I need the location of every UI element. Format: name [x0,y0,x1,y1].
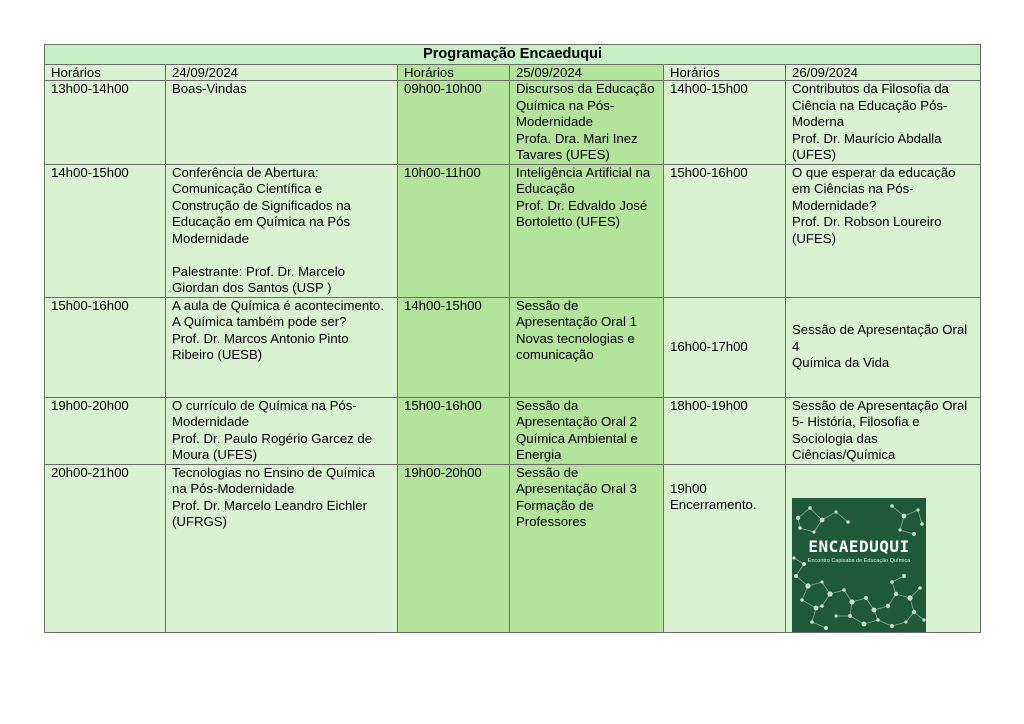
event-cell: Sessão de Apresentação Oral 5- História, Filosofia e Sociologia das Ciências/Química [786,397,981,464]
header-time-day1: Horários [45,65,166,81]
header-date-day3: 26/09/2024 [786,65,981,81]
time-cell: 18h00-19h00 [664,397,786,464]
event-cell: Discursos da Educação Química na Pós-Modernidade Profa. Dra. Mari Inez Tavares (UFES) [510,81,664,165]
table-row [45,397,981,464]
schedule-table [44,44,981,633]
time-cell: 19h00-20h00 [45,397,166,464]
logo-cell [786,464,981,632]
time-cell: 16h00-17h00 [664,297,786,397]
table-row [45,81,981,165]
event-cell: O currículo de Química na Pós-Modernidade Prof. Dr. Paulo Rogério Garcez de Moura (UFES) [166,397,398,464]
table-row [45,164,981,297]
time-cell: 14h00-15h00 [398,297,510,397]
event-cell: Contributos da Filosofia da Ciência na Educação Pós-Moderna Prof. Dr. Maurício Abdalla (UFES) [786,81,981,165]
header-time-day3: Horários [664,65,786,81]
time-cell: 15h00-16h00 [45,297,166,397]
event-cell: Conferência de Abertura: Comunicação Científica e Construção de Significados na Educação em Química na Pós Modernidade Palestrante: Prof. Dr. Marcelo Giordan dos Santos (USP ) [166,164,398,297]
table-row [45,464,981,632]
event-cell: Sessão de Apresentação Oral 1 Novas tecnologias e comunicação [510,297,664,397]
logo-subtitle: Encontro Capixaba de Educação Química [807,557,911,564]
header-date-day1: 24/09/2024 [166,65,398,81]
event-cell: Sessão da Apresentação Oral 2 Química Ambiental e Energia [510,397,664,464]
event-cell: Sessão de Apresentação Oral 3 Formação de Professores [510,464,664,632]
encaeduqui-logo [792,498,926,632]
header-date-day2: 25/09/2024 [510,65,664,81]
event-cell: Boas-Vindas [166,81,398,165]
event-cell: Tecnologias no Ensino de Química na Pós-Modernidade Prof. Dr. Marcelo Leandro Eichler (UFRGS) [166,464,398,632]
event-cell: Sessão de Apresentação Oral 4 Química da Vida [786,297,981,397]
time-cell: 13h00-14h00 [45,81,166,165]
table-title: Programação Encaeduqui [45,45,981,65]
time-cell: 15h00-16h00 [398,397,510,464]
event-cell: A aula de Química é acontecimento. A Química também pode ser? Prof. Dr. Marcos Antonio Pinto Ribeiro (UESB) [166,297,398,397]
logo-title: ENCAEDUQUI [808,536,910,556]
time-cell: 20h00-21h00 [45,464,166,632]
header-row [45,65,981,81]
time-cell: 15h00-16h00 [664,164,786,297]
time-cell: 09h00-10h00 [398,81,510,165]
time-cell: 19h00-20h00 [398,464,510,632]
molecule-network-icon [792,498,926,632]
time-cell: 10h00-11h00 [398,164,510,297]
time-cell: 19h00 Encerramento. [664,464,786,632]
event-cell: Inteligência Artificial na Educação Prof. Dr. Edvaldo José Bortoletto (UFES) [510,164,664,297]
time-cell: 14h00-15h00 [45,164,166,297]
header-time-day2: Horários [398,65,510,81]
title-row [45,45,981,65]
event-cell: O que esperar da educação em Ciências na Pós-Modernidade? Prof. Dr. Robson Loureiro (UFES) [786,164,981,297]
time-cell: 14h00-15h00 [664,81,786,165]
table-row [45,297,981,397]
